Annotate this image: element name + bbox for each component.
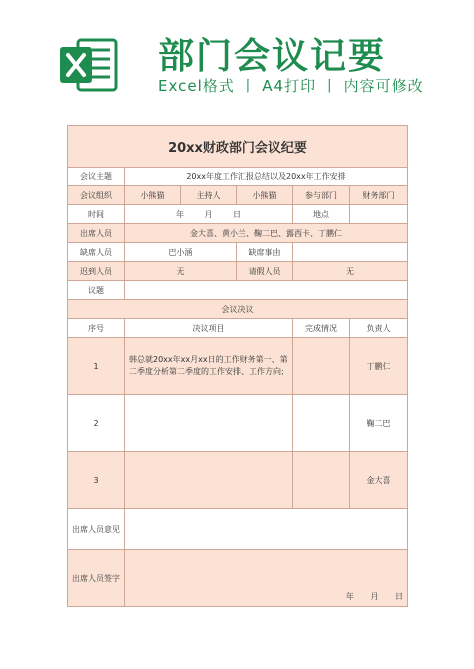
decisions-header-row	[68, 300, 408, 319]
place-value[interactable]	[350, 205, 408, 224]
excel-icon	[58, 34, 120, 96]
sign-month: 月	[370, 592, 379, 601]
time-month: 月	[204, 209, 213, 219]
decision-owner[interactable]: 丁鹏仁	[350, 338, 408, 395]
decision-item[interactable]: 韩总就20xx年xx月xx日的工作财务第一、第二季度分析第二季度的工作安排、工作方向;	[125, 338, 293, 395]
decision-no: 3	[68, 452, 125, 509]
topic-label: 会议主题	[68, 168, 125, 186]
decision-owner[interactable]: 鞠二巴	[350, 395, 408, 452]
decision-owner[interactable]: 金大喜	[350, 452, 408, 509]
table-row	[68, 338, 408, 395]
col-no-header: 序号	[68, 319, 125, 338]
signature-row	[68, 550, 408, 607]
attendees-value[interactable]: 金大喜、黄小兰、鞠二巴、露西卡、丁鹏仁	[125, 224, 408, 243]
decision-status[interactable]	[293, 338, 350, 395]
minutes-table	[67, 125, 408, 607]
attendees-row	[68, 224, 408, 243]
dept-label: 参与部门	[293, 186, 350, 205]
organizer-label: 会议组织	[68, 186, 125, 205]
signature-label: 出席人员签字	[68, 550, 125, 607]
time-day: 日	[233, 209, 242, 219]
sign-day: 日	[395, 592, 403, 601]
opinion-label: 出席人员意见	[68, 509, 125, 550]
col-owner-header: 负责人	[350, 319, 408, 338]
col-item-header: 决议项目	[125, 319, 293, 338]
decision-status[interactable]	[293, 395, 350, 452]
signature-value[interactable]	[125, 550, 408, 607]
absent-label: 缺席人员	[68, 243, 125, 262]
sheet-title: 20xx财政部门会议纪要	[68, 126, 408, 168]
time-label: 时间	[68, 205, 125, 224]
col-status-header: 完成情况	[293, 319, 350, 338]
organizer-value[interactable]: 小熊猫	[125, 186, 181, 205]
agenda-label: 议题	[68, 281, 125, 300]
place-label: 地点	[293, 205, 350, 224]
time-row	[68, 205, 408, 224]
opinion-value[interactable]	[125, 509, 408, 550]
host-label: 主持人	[181, 186, 237, 205]
decision-item[interactable]	[125, 452, 293, 509]
agenda-value[interactable]	[125, 281, 408, 300]
attendees-label: 出席人员	[68, 224, 125, 243]
topic-row	[68, 168, 408, 186]
opinion-row	[68, 509, 408, 550]
decision-columns-row	[68, 319, 408, 338]
table-row	[68, 395, 408, 452]
time-value[interactable]	[125, 205, 293, 224]
agenda-row	[68, 281, 408, 300]
absent-row	[68, 243, 408, 262]
absent-reason-value[interactable]	[293, 243, 408, 262]
header	[0, 0, 474, 110]
late-row	[68, 262, 408, 281]
leave-value[interactable]: 无	[293, 262, 408, 281]
decision-no: 1	[68, 338, 125, 395]
host-value[interactable]: 小熊猫	[237, 186, 293, 205]
sign-year: 年	[345, 592, 354, 601]
decisions-label: 会议决议	[68, 300, 408, 319]
decision-status[interactable]	[293, 452, 350, 509]
organizer-row	[68, 186, 408, 205]
late-value[interactable]: 无	[125, 262, 237, 281]
table-row	[68, 452, 408, 509]
decision-no: 2	[68, 395, 125, 452]
absent-reason-label: 缺席事由	[237, 243, 293, 262]
meeting-minutes-sheet	[67, 125, 407, 611]
decision-item[interactable]	[125, 395, 293, 452]
time-year: 年	[175, 209, 184, 219]
page-subtitle: Excel格式 丨 A4打印 丨 内容可修改	[158, 77, 424, 95]
late-label: 迟到人员	[68, 262, 125, 281]
dept-value[interactable]: 财务部门	[350, 186, 408, 205]
page-title: 部门会议记要	[158, 36, 387, 77]
leave-label: 请假人员	[237, 262, 293, 281]
absent-value[interactable]: 巴小涵	[125, 243, 237, 262]
title-row	[68, 126, 408, 168]
topic-value[interactable]: 20xx年度工作汇报总结以及20xx年工作安排	[125, 168, 408, 186]
